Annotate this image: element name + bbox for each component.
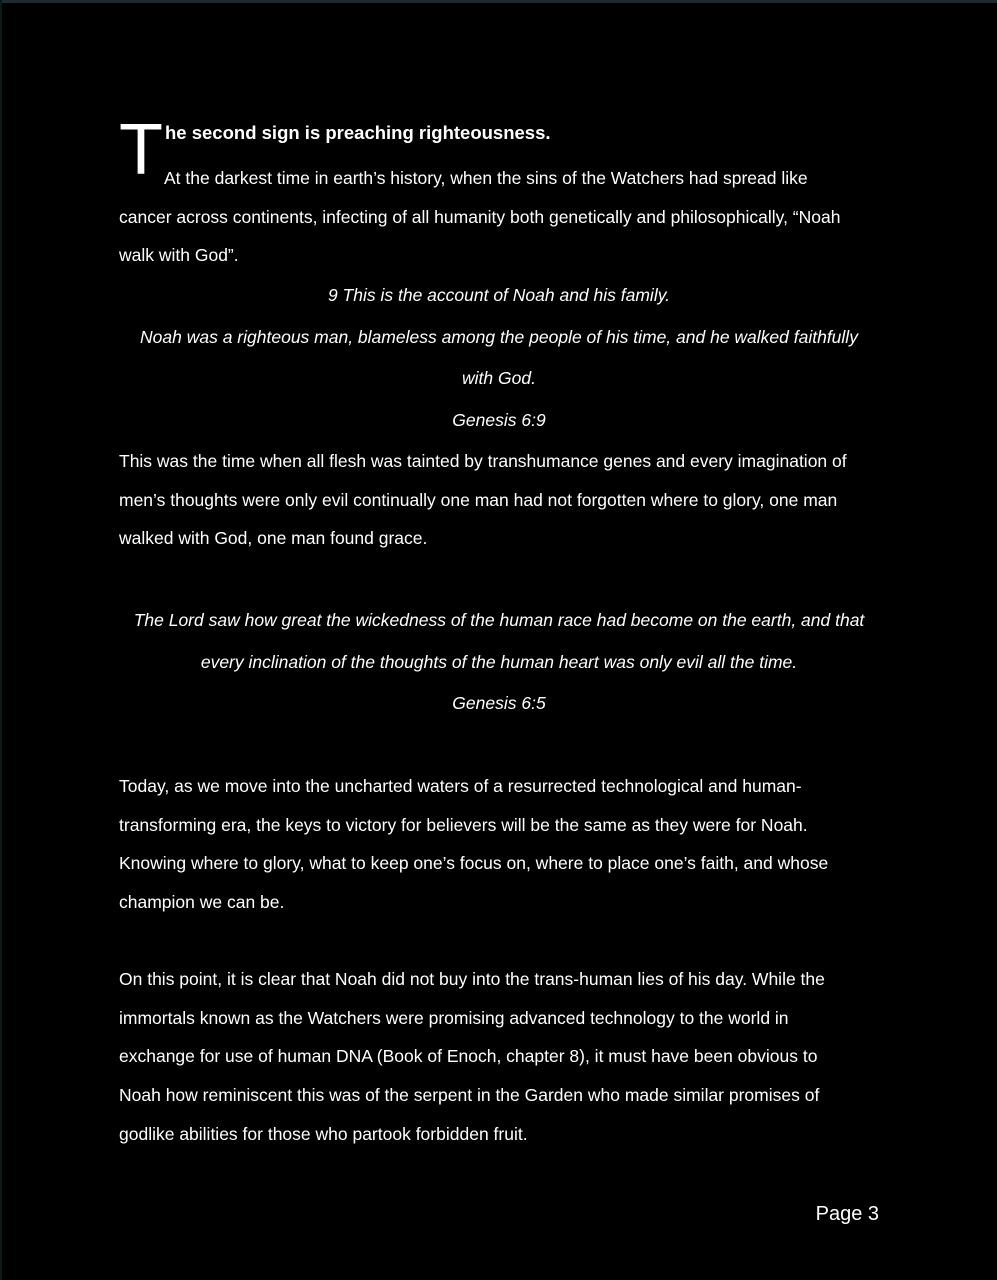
intro-line: cancer across continents, infecting of all humanity both genetically and philosophically, “Noah	[119, 206, 841, 227]
quote-line: with God.	[462, 368, 536, 388]
quote-reference: Genesis 6:9	[452, 409, 546, 430]
paragraph-line: transforming era, the keys to victory for believers will be the same as they were for Noah.	[119, 814, 808, 835]
paragraph-line: On this point, it is clear that Noah did not buy into the trans-human lies of his day. While the	[119, 969, 825, 989]
window-left-edge	[0, 0, 2, 1280]
section-heading: he second sign is preaching righteousness.	[165, 122, 551, 143]
document-page	[119, 0, 879, 1280]
today-paragraph	[119, 767, 879, 922]
quote-line: every inclination of the thoughts of the human heart was only evil all the time.	[200, 651, 798, 672]
paragraph-line: men’s thoughts were only evil continually one man had not forgotten where to glory, one man	[119, 489, 838, 510]
page-number: Page 3	[815, 1203, 879, 1225]
flesh-tainted-paragraph	[119, 442, 879, 558]
quote-line: The Lord saw how great the wickedness of the human race had become on the earth, and that	[133, 610, 865, 630]
paragraph-line: champion we can be.	[119, 892, 285, 913]
quote-line: 9 This is the account of Noah and his family.	[327, 285, 671, 305]
intro-paragraph	[119, 159, 879, 275]
paragraph-line: exchange for use of human DNA (Book of Enoch, chapter 8), it must have been obvious to	[119, 1046, 818, 1067]
intro-line: walk with God”.	[119, 245, 239, 266]
quote-line: Noah was a righteous man, blameless among the people of his time, and he walked faithfully	[140, 326, 858, 347]
drop-cap-letter: T	[119, 110, 163, 190]
paragraph-line: Knowing where to glory, what to keep one’s focus on, where to place one’s faith, and whose	[119, 853, 829, 874]
scripture-quote-genesis-6-5	[119, 600, 879, 725]
scripture-quote-genesis-6-9	[119, 275, 879, 441]
paragraph-line: Noah how reminiscent this was of the serpent in the Garden who made similar promises of	[119, 1085, 820, 1106]
paragraph-line: immortals known as the Watchers were promising advanced technology to the world in	[119, 1007, 789, 1028]
watchers-paragraph	[119, 960, 879, 1153]
paragraph-line: godlike abilities for those who partook forbidden fruit.	[119, 1123, 528, 1144]
intro-line: At the darkest time in earth’s history, when the sins of the Watchers had spread like	[164, 168, 808, 188]
paragraph-line: This was the time when all flesh was tainted by transhumance genes and every imagination of	[119, 451, 847, 471]
paragraph-line: walked with God, one man found grace.	[119, 528, 428, 549]
paragraph-line: Today, as we move into the uncharted waters of a resurrected technological and human-	[119, 776, 802, 796]
quote-reference: Genesis 6:5	[452, 693, 546, 713]
